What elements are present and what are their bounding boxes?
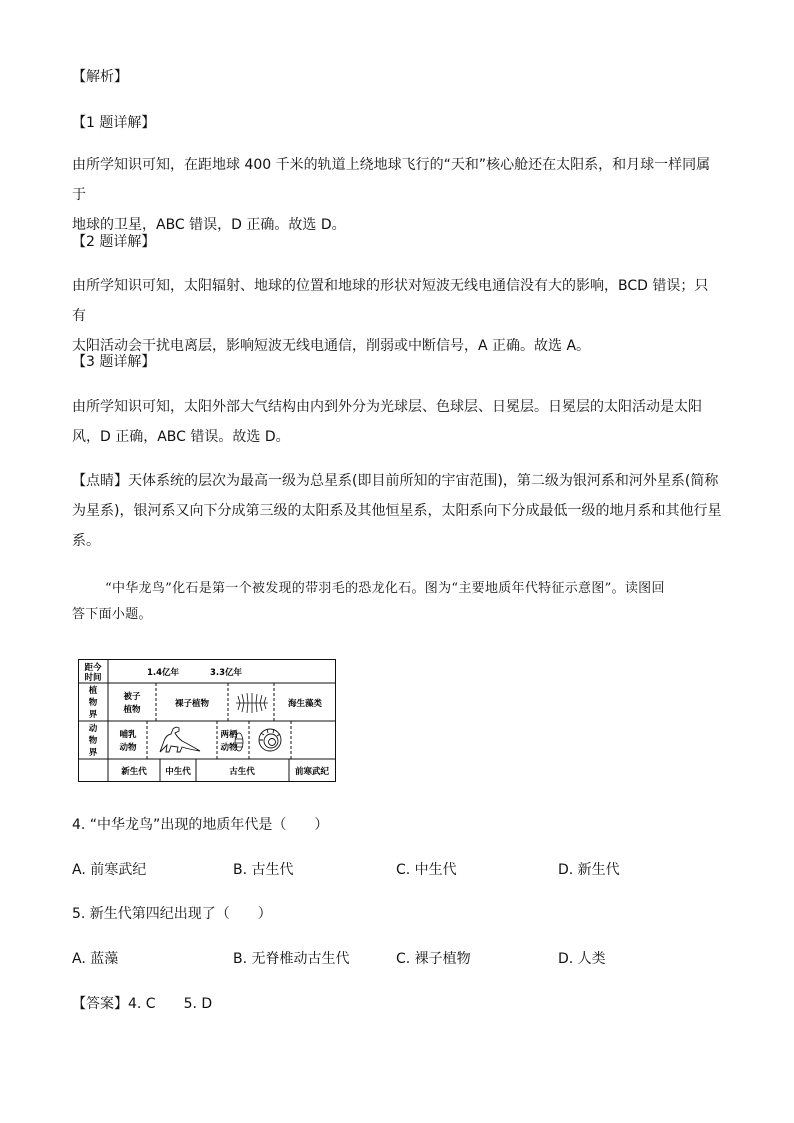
row-plant-label-1: 植 (88, 686, 98, 696)
q1-line-2: 地球的卫星，ABC 错误，D 正确。故选 D。 (72, 217, 346, 233)
q5-option-d: D. 人类 (558, 951, 606, 967)
q2-line-2: 太阳活动会干扰电离层，影响短波无线电通信，削弱或中断信号，A 正确。故选 A。 (72, 338, 591, 354)
row-animal-label-2: 物 (88, 736, 98, 746)
q1-header: 【1 题详解】 (72, 115, 156, 131)
q3-header: 【3 题详解】 (72, 354, 156, 370)
era-paleozoic: 古生代 (229, 767, 255, 777)
q3-line-1: 由所学知识可知，太阳外部大气结构由内到外分为光球层、色球层、日冕层。日冕层的太阳活动是太阳 (72, 399, 702, 415)
plant-angiosperm-1: 被子 (123, 692, 141, 702)
answer-line (72, 993, 212, 1013)
animal-mammal-2: 动物 (119, 743, 137, 753)
row-animal-label-3: 界 (88, 748, 98, 758)
answer-label: 【答案】 (72, 996, 128, 1012)
tip-line-2: 为星系)，银河系又向下分成第三级的太阳系及其他恒星系，太阳系向下分成最低一级的地月系和其他行星 (72, 503, 722, 519)
time-1: 1.4亿年 (146, 668, 180, 678)
geologic-era-diagram (78, 659, 336, 782)
q4-option-b: B. 古生代 (233, 862, 294, 878)
q1-line-1: 由所学知识可知，在距地球 400 千米的轨道上绕地球飞行的“天和”核心舱还在太阳系，和月球一样同属于 (72, 157, 711, 203)
q3-text (72, 392, 722, 452)
q4-option-c: C. 中生代 (396, 862, 457, 878)
animal-mammal-1: 哺乳 (119, 730, 137, 740)
intro-line-1: “中华龙鸟”化石是第一个被发现的带羽毛的恐龙化石。图为“主要地质年代特征示意图”。读图回 (105, 581, 665, 596)
q5-stem: 5. 新生代第四纪出现了（ ） (72, 906, 272, 922)
animal-amphibian-1: 两栖 (220, 730, 238, 740)
q5-option-c: C. 裸子植物 (396, 951, 471, 967)
q5-option-a: A. 蓝藻 (72, 951, 119, 967)
question-intro (72, 576, 722, 628)
q4-option-d: D. 新生代 (558, 862, 620, 878)
row-plant-label-3: 界 (88, 710, 98, 720)
animal-amphibian-2: 动物 (220, 743, 238, 753)
plant-angiosperm-2: 植物 (123, 705, 141, 715)
analysis-header: 【解析】 (72, 69, 128, 85)
tip-label: 【点睛】 (72, 473, 128, 489)
row-plant-label-2: 物 (88, 698, 98, 708)
answer-text: 4. C 5. D (128, 996, 213, 1012)
plant-gymnosperm: 裸子植物 (174, 699, 210, 709)
q2-header: 【2 题详解】 (72, 234, 156, 250)
era-cenozoic: 新生代 (121, 767, 147, 777)
row-time-label-1: 距今 (84, 663, 102, 673)
tip-block (72, 466, 722, 556)
plant-algae: 海生藻类 (287, 699, 323, 709)
tip-line-3: 系。 (72, 533, 100, 549)
era-mesozoic: 中生代 (165, 767, 191, 777)
tip-line-1 (72, 466, 722, 496)
tip-line-1-text: 天体系统的层次为最高一级为总星系(即目前所知的宇宙范围)，第二级为银河系和河外星系(简称 (128, 473, 719, 489)
q2-line-1: 由所学知识可知，太阳辐射、地球的位置和地球的形状对短波无线电通信没有大的影响，BCD 错误；只有 (72, 278, 709, 324)
time-2: 3.3亿年 (209, 668, 243, 678)
q3-line-2: 风，D 正确，ABC 错误。故选 D。 (72, 429, 290, 445)
row-time-label-2: 时间 (84, 673, 102, 683)
row-animal-label-1: 动 (88, 724, 98, 734)
q5-option-b: B. 无脊椎动古生代 (233, 951, 350, 967)
q4-option-a: A. 前寒武纪 (72, 862, 147, 878)
era-precambrian: 前寒武纪 (294, 767, 330, 777)
intro-line-2: 答下面小题。 (72, 607, 152, 622)
q4-stem: 4. “中华龙鸟”出现的地质年代是（ ） (72, 817, 329, 833)
